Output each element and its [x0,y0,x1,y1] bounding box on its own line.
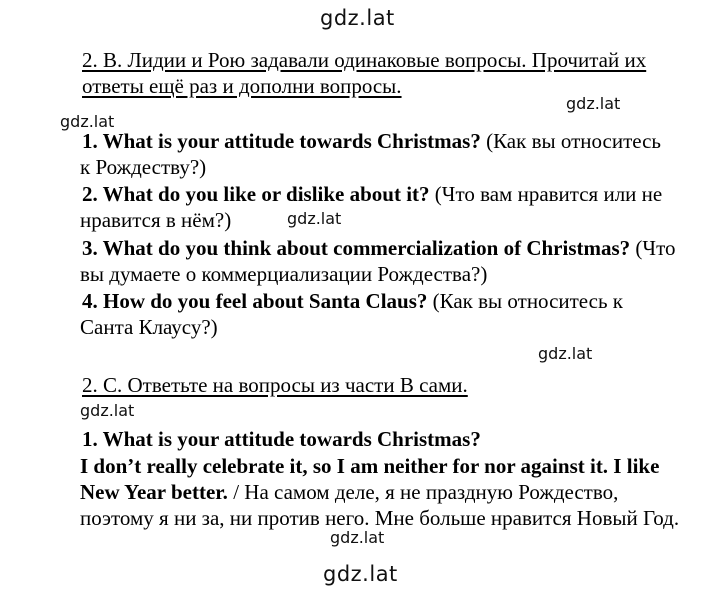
question-3 [82,235,675,261]
question-2-ru: (Что вам нравится или не [429,182,663,206]
question-3-ru-cont: вы думаете о коммерциализации Рождества?) [80,262,488,286]
answer-ru-cont: поэтому я ни за, ни против него. Мне больше нравится Новый Год. [80,506,680,530]
answer-ru: / На самом деле, я не праздную Рождество, [227,480,619,504]
section-b-heading-line1: 2. B. Лидии и Рою задавали одинаковые вопросы. Прочитай их [82,48,647,72]
question-4-ru: (Как вы относитесь к [427,289,624,313]
watermark: gdz.lat [60,112,115,131]
question-1 [82,128,661,154]
watermark: gdz.lat [330,528,385,547]
answer-line2 [80,479,618,505]
watermark: gdz.lat [538,344,593,363]
question-1-ru: (Как вы относитесь [480,129,661,153]
question-2-ru-cont: нравится в нём?) [80,208,232,232]
question-4-ru-cont: Санта Клаусу?) [80,315,218,339]
question-1-en: 1. What is your attitude towards Christmas? [82,129,481,153]
section-b-heading-line2: ответы ещё раз и дополни вопросы. [82,74,402,98]
question-3-ru: (Что [630,236,676,260]
section-c-question: 1. What is your attitude towards Christmas? [82,427,481,451]
question-2 [82,181,662,207]
watermark: gdz.lat [320,6,395,30]
question-3-en: 3. What do you think about commercialization of Christmas? [82,236,631,260]
question-1-ru-cont: к Рождеству?) [80,155,207,179]
watermark: gdz.lat [566,94,621,113]
watermark: gdz.lat [80,401,135,420]
question-4 [82,288,623,314]
section-c-heading: 2. C. Ответьте на вопросы из части B сами. [82,373,468,397]
watermark: gdz.lat [323,562,398,586]
answer-en-line2: New Year better. [80,480,228,504]
question-2-en: 2. What do you like or dislike about it? [82,182,430,206]
watermark: gdz.lat [287,209,342,228]
question-4-en: 4. How do you feel about Santa Claus? [82,289,428,313]
answer-en-line1: I don’t really celebrate it, so I am neither for nor against it. I like [80,454,660,478]
